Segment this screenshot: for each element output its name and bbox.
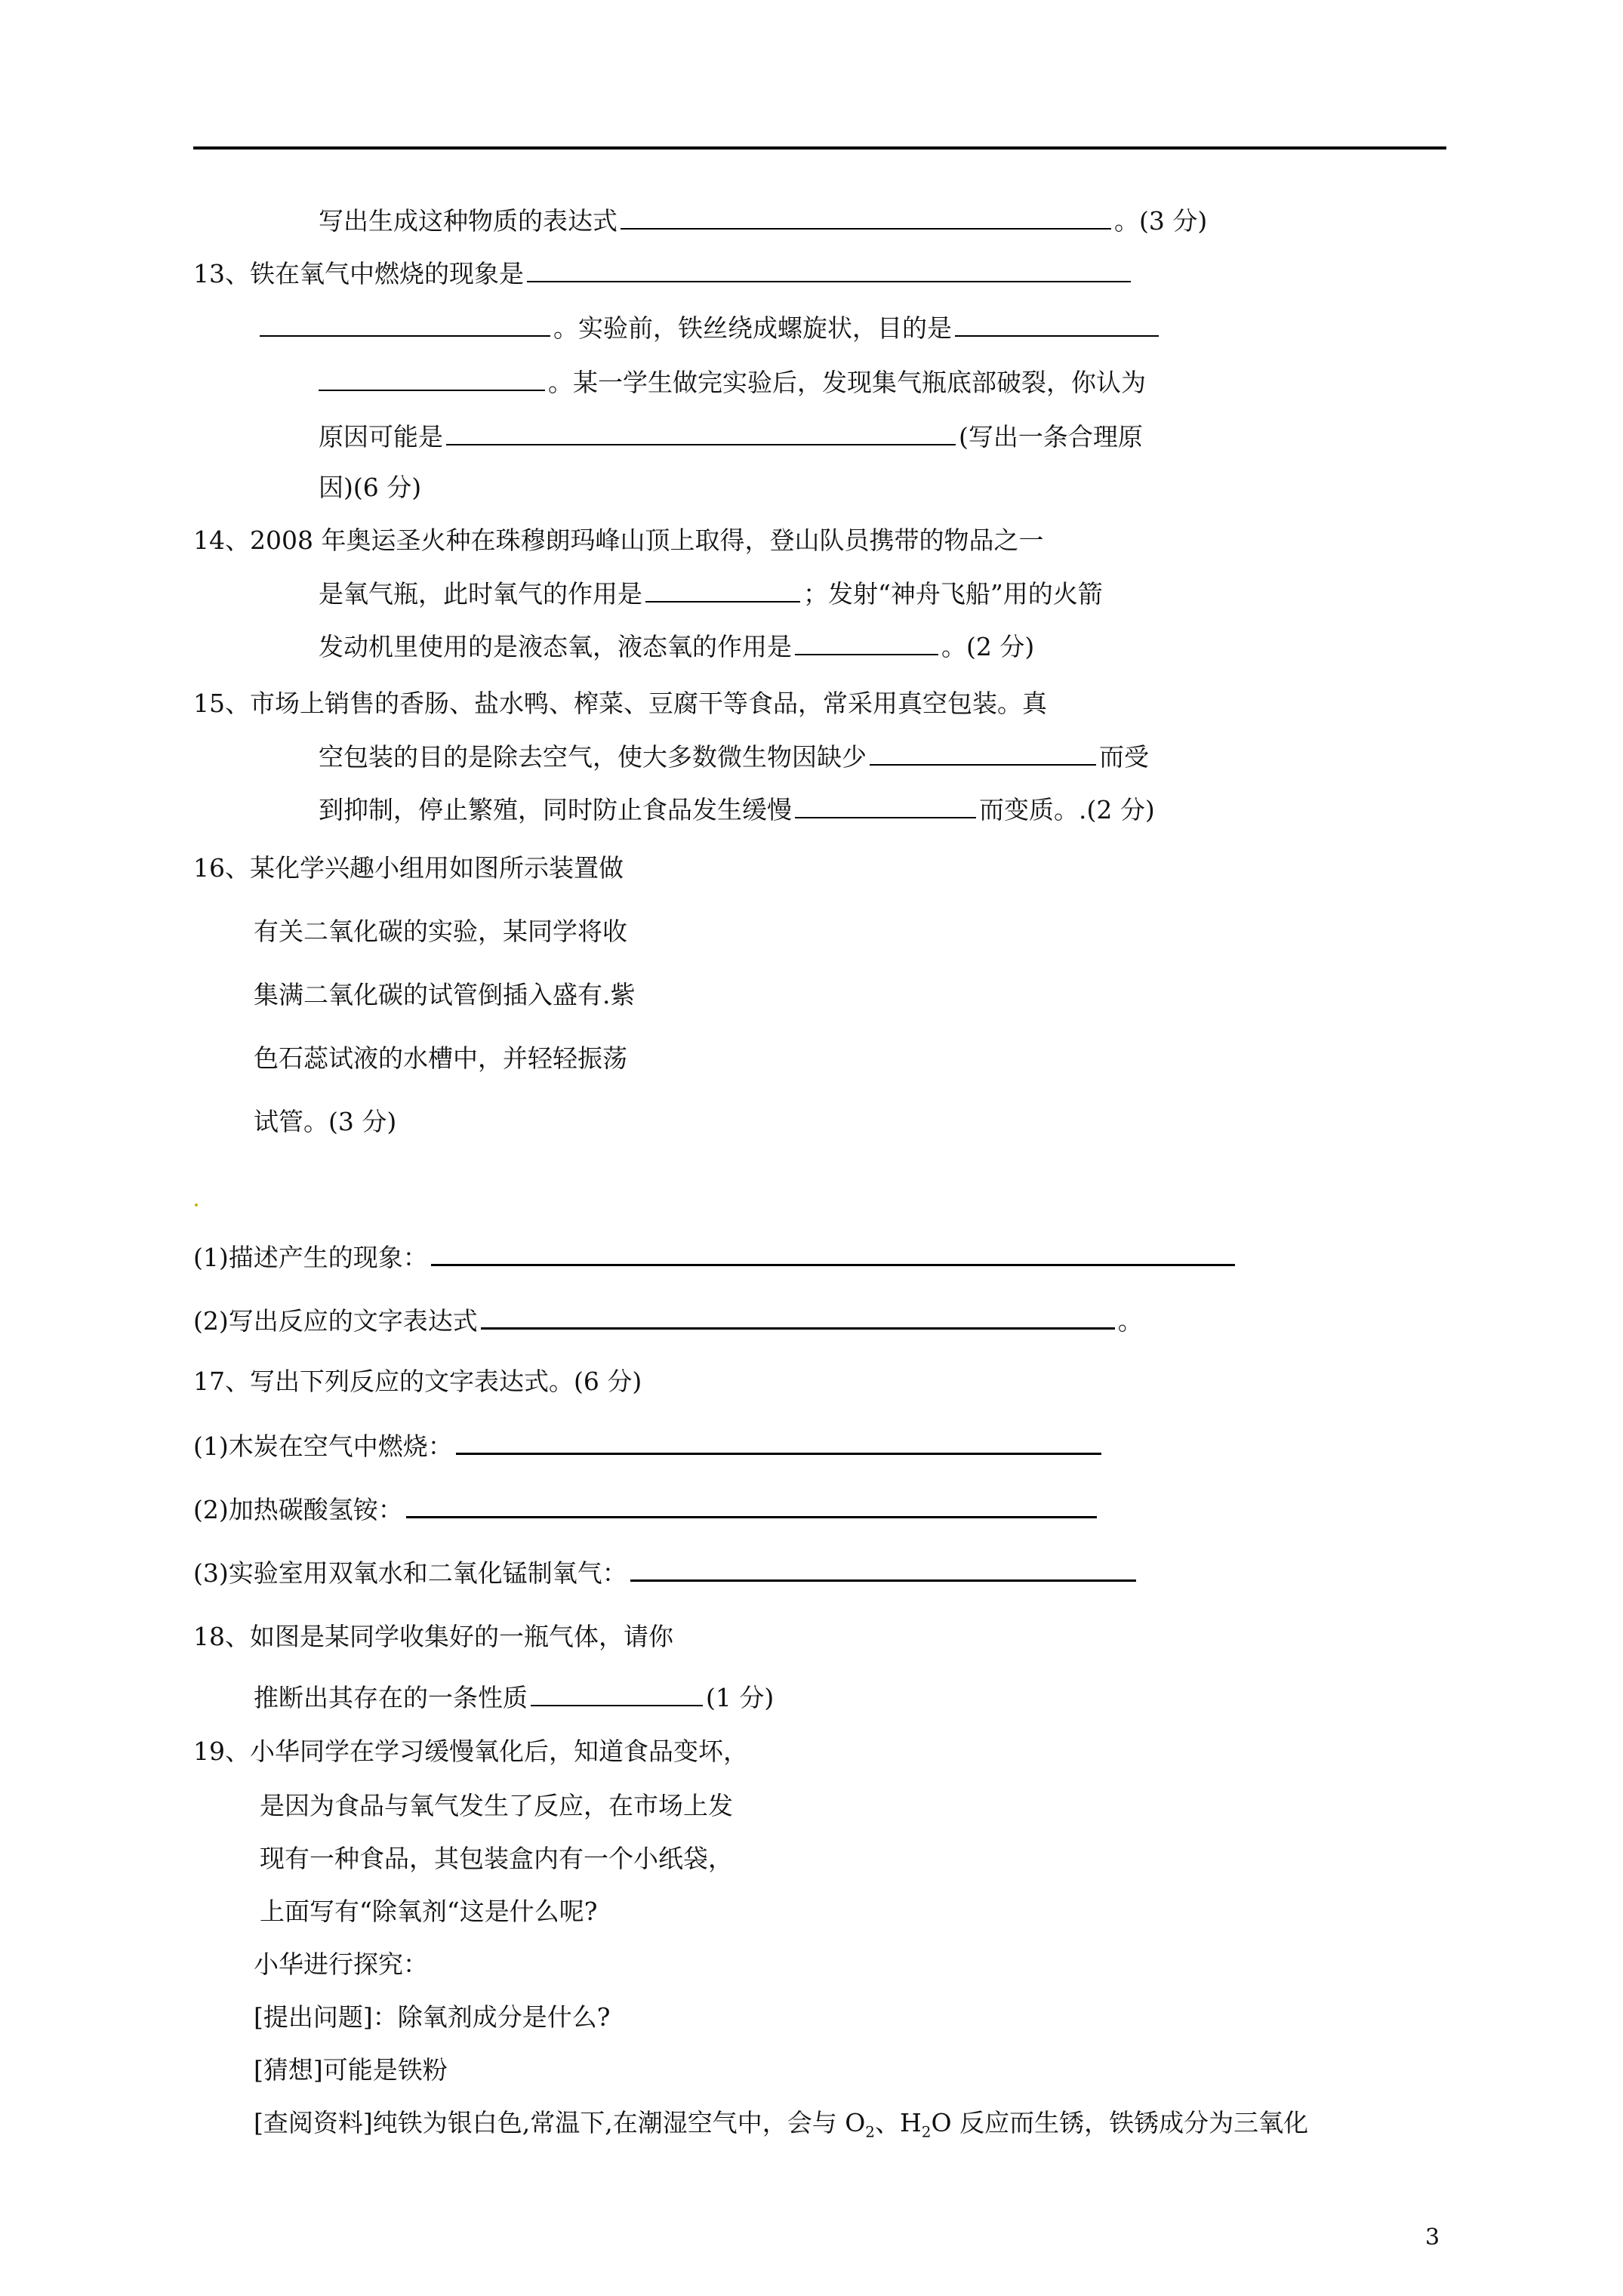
text: (1 分) <box>706 1683 775 1712</box>
q19-line-8 <box>254 2106 1308 2149</box>
text: [查阅资料]纯铁为银白色,常温下,在潮湿空气中，会与 O <box>254 2108 866 2137</box>
q19-line-5 <box>254 1948 428 1981</box>
q19-line-3 <box>260 1842 733 1875</box>
text: [提出问题]：除氧剂成分是什么? <box>254 2002 611 2032</box>
text: 19、小华同学在学习缓慢氧化后，知道食品变坏， <box>193 1737 748 1766</box>
answer-blank[interactable] <box>621 204 1111 230</box>
answer-blank[interactable] <box>319 365 545 391</box>
q13-line-5 <box>319 471 421 504</box>
q14-line-3 <box>319 630 1034 664</box>
text: 、H <box>875 2108 922 2137</box>
text: (2)加热碳酸氢铵： <box>193 1495 403 1524</box>
text: (2)写出反应的文字表达式 <box>193 1306 478 1336</box>
answer-blank[interactable] <box>406 1492 1097 1518</box>
answer-blank[interactable] <box>630 1555 1136 1582</box>
q16-line-3 <box>254 978 636 1012</box>
q16-sub-1 <box>193 1240 1238 1274</box>
page-number: 3 <box>1425 2224 1440 2251</box>
q17-sub-2 <box>193 1492 1100 1527</box>
text: 14、2008 年奥运圣火种在珠穆朗玛峰山顶上取得，登山队员携带的物品之一 <box>193 525 1044 555</box>
header-rule <box>193 146 1446 149</box>
subscript: 2 <box>921 2122 932 2141</box>
text: 小华进行探究： <box>254 1949 428 1979</box>
text: 16、某化学兴趣小组用如图所示装置做 <box>193 853 624 883</box>
q13-line-4 <box>319 420 1143 454</box>
text: (写出一条合理原 <box>959 422 1143 451</box>
text: 17、写出下列反应的文字表达式。(6 分) <box>193 1367 642 1396</box>
answer-blank[interactable] <box>955 311 1159 337</box>
text: 发动机里使用的是液态氧，液态氧的作用是 <box>319 632 792 661</box>
text: 。 <box>1117 1306 1143 1336</box>
text: 15、市场上销售的香肠、盐水鸭、榨菜、豆腐干等食品，常采用真空包装。真 <box>193 689 1047 718</box>
answer-blank[interactable] <box>870 740 1096 766</box>
text: 空包装的目的是除去空气，使大多数微生物因缺少 <box>319 742 867 772</box>
answer-blank[interactable] <box>645 577 800 603</box>
text: (1)描述产生的现象： <box>193 1243 428 1272</box>
q17-line <box>193 1365 642 1398</box>
text: (1)木炭在空气中燃烧： <box>193 1432 453 1461</box>
text: [猜想]可能是铁粉 <box>254 2055 448 2085</box>
answer-blank[interactable] <box>527 257 1131 282</box>
q19-line-4 <box>260 1895 597 1928</box>
answer-blank[interactable] <box>531 1681 703 1706</box>
text: 是因为食品与氧气发生了反应，在市场上发 <box>260 1791 733 1820</box>
answer-blank[interactable] <box>456 1428 1101 1455</box>
answer-blank[interactable] <box>446 420 956 445</box>
text: ；发射“神舟飞船”用的火箭 <box>803 579 1103 609</box>
q15-line-1 <box>193 687 1047 720</box>
q16-line-4 <box>254 1042 627 1075</box>
text: 13、铁在氧气中燃烧的现象是 <box>193 259 524 288</box>
text: 因)(6 分) <box>319 473 422 502</box>
q15-line-2 <box>319 740 1149 774</box>
text: 试管。(3 分) <box>254 1107 397 1136</box>
line-expression <box>319 204 1207 238</box>
q18-line-1 <box>193 1620 673 1653</box>
text: 推断出其存在的一条性质 <box>254 1683 528 1712</box>
text: 有关二氧化碳的实验，某同学将收 <box>254 917 627 946</box>
text: 而变质。.(2 分) <box>979 795 1155 824</box>
q16-sub-2 <box>193 1303 1143 1338</box>
subscript: 2 <box>865 2122 876 2141</box>
q13-line-1 <box>193 257 1134 291</box>
q17-sub-1 <box>193 1428 1104 1463</box>
text: 。(2 分) <box>941 632 1035 661</box>
q14-line-2 <box>319 577 1103 611</box>
text: 色石蕊试液的水槽中，并轻轻振荡 <box>254 1043 627 1073</box>
text: 集满二氧化碳的试管倒插入盛有.紫 <box>254 980 636 1009</box>
q19-line-6 <box>254 2001 610 2034</box>
answer-blank[interactable] <box>795 630 938 655</box>
text: 现有一种食品，其包装盒内有一个小纸袋， <box>260 1844 733 1873</box>
text: 而受 <box>1099 742 1149 772</box>
q16-line-2 <box>254 915 627 948</box>
text: O 反应而生锈，铁锈成分为三氧化 <box>931 2108 1309 2137</box>
q16-line-5 <box>254 1105 396 1139</box>
q19-line-1 <box>193 1735 748 1768</box>
answer-blank[interactable] <box>795 793 976 818</box>
q13-line-2 <box>257 311 1162 345</box>
q19-line-2 <box>260 1789 733 1823</box>
text: 到抑制，停止繁殖，同时防止食品发生缓慢 <box>319 795 792 824</box>
text: 。某一学生做完实验后，发现集气瓶底部破裂，你认为 <box>548 368 1146 397</box>
text: (3)实验室用双氧水和二氧化锰制氧气： <box>193 1558 627 1588</box>
answer-blank[interactable] <box>260 311 550 337</box>
q18-line-2 <box>254 1681 774 1715</box>
text: 。实验前，铁丝绕成螺旋状，目的是 <box>553 313 952 343</box>
answer-blank[interactable] <box>481 1303 1115 1330</box>
text: 是氧气瓶，此时氧气的作用是 <box>319 579 642 609</box>
answer-blank[interactable] <box>431 1240 1235 1266</box>
text: 上面写有“除氧剂“这是什么呢? <box>260 1897 598 1926</box>
q14-line-1 <box>193 524 1043 557</box>
text: 写出生成这种物质的表达式 <box>319 206 617 236</box>
q15-line-3 <box>319 793 1155 827</box>
q19-line-7 <box>254 2054 448 2087</box>
text: 18、如图是某同学收集好的一瓶气体，请你 <box>193 1622 673 1651</box>
stray-mark <box>195 1203 198 1207</box>
q17-sub-3 <box>193 1555 1139 1590</box>
text: 原因可能是 <box>319 422 443 451</box>
text: 。(3 分) <box>1114 206 1208 236</box>
q13-line-3 <box>316 365 1146 399</box>
q16-line-1 <box>193 852 624 885</box>
